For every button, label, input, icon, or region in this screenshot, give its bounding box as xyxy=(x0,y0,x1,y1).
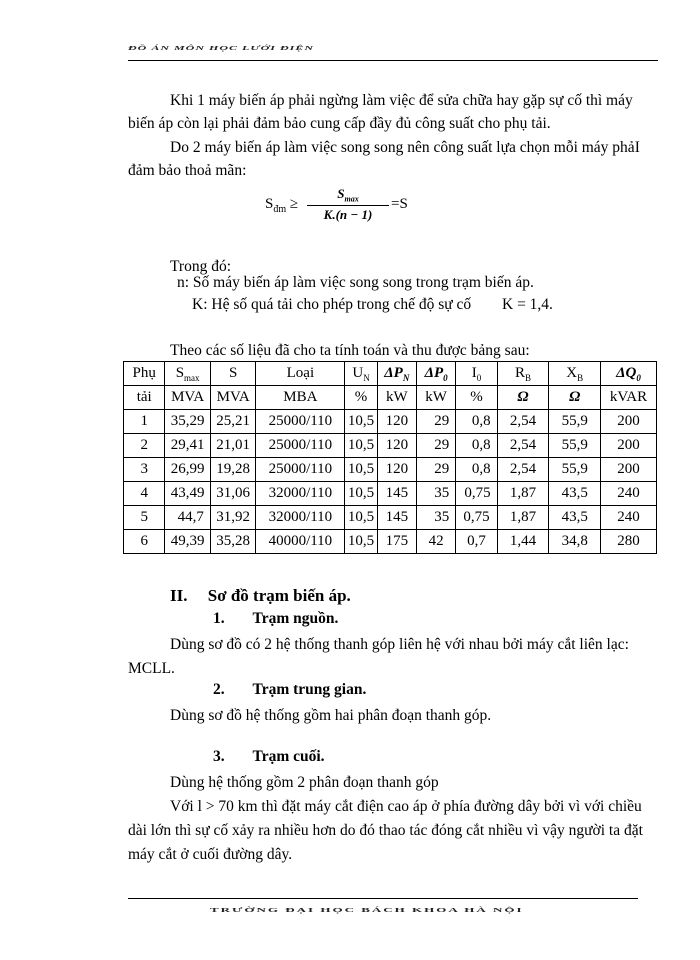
cell: 29 xyxy=(416,458,455,482)
cell: 21,01 xyxy=(210,434,256,458)
cell: 40000/110 xyxy=(256,530,345,554)
cell: 5 xyxy=(124,506,165,530)
intro-p1-line2: biến áp còn lại phải đảm bảo cung cấp đầy đủ công suất cho phụ tải. xyxy=(128,115,551,132)
cell: 25,21 xyxy=(210,410,256,434)
where-k-line: K: Hệ số quá tải cho phép trong chế độ sự cố xyxy=(192,296,472,313)
cell: 145 xyxy=(377,482,416,506)
cell: 29 xyxy=(416,410,455,434)
unit-phu-tai: tải xyxy=(124,386,165,410)
cell: 35 xyxy=(416,506,455,530)
cell: 4 xyxy=(124,482,165,506)
table-row xyxy=(124,410,657,434)
cell: 145 xyxy=(377,506,416,530)
cell: 1,87 xyxy=(497,506,549,530)
cell: 2,54 xyxy=(497,434,549,458)
subsection2-num: 2. xyxy=(213,681,225,698)
section2-heading xyxy=(170,586,351,606)
cell: 35,29 xyxy=(165,410,211,434)
cell: 43,5 xyxy=(549,482,601,506)
header-title: ĐỒ ÁN MÔN HỌC LƯỚI ĐIỆN xyxy=(128,44,314,52)
cell: 26,99 xyxy=(165,458,211,482)
col-phu-tai: Phụ xyxy=(124,362,165,386)
intro-p2-line1: Do 2 máy biến áp làm việc song song nên công suất lựa chọn mỗi máy phảI xyxy=(170,139,640,156)
cell: 29,41 xyxy=(165,434,211,458)
cell: 0,75 xyxy=(456,506,497,530)
unit-un: % xyxy=(345,386,377,410)
cell: 49,39 xyxy=(165,530,211,554)
subsection3-num: 3. xyxy=(213,748,225,765)
cell: 31,92 xyxy=(210,506,256,530)
cell: 120 xyxy=(377,458,416,482)
cell: 240 xyxy=(601,506,657,530)
cell: 3 xyxy=(124,458,165,482)
unit-dq0: kVAR xyxy=(601,386,657,410)
cell: 25000/110 xyxy=(256,434,345,458)
subsection3-text: Dùng hệ thống gồm 2 phân đoạn thanh góp xyxy=(170,774,439,791)
cell: 32000/110 xyxy=(256,506,345,530)
unit-loai: MBA xyxy=(256,386,345,410)
cell: 2 xyxy=(124,434,165,458)
col-dpn: $\Delta P_N$ xyxy=(377,362,416,386)
cell: 200 xyxy=(601,458,657,482)
section2-num: II. xyxy=(170,586,188,605)
formula-lhs: $S_{đm}$ ≥ xyxy=(265,196,299,215)
formula-rhs: =S xyxy=(391,196,408,212)
table-row xyxy=(124,482,657,506)
cell: 0,8 xyxy=(456,458,497,482)
table-row xyxy=(124,458,657,482)
table-row xyxy=(124,506,657,530)
table-row xyxy=(124,530,657,554)
intro-p1-line1: Khi 1 máy biến áp phải ngừng làm việc để sửa chữa hay gặp sự cố thì máy xyxy=(170,92,633,109)
formula-denominator: K.(n − 1) xyxy=(323,207,373,222)
table-row xyxy=(124,434,657,458)
col-rb: $R_B$ xyxy=(497,362,549,386)
cell: 10,5 xyxy=(345,434,377,458)
cell: 10,5 xyxy=(345,410,377,434)
cell: 31,06 xyxy=(210,482,256,506)
cell: 10,5 xyxy=(345,482,377,506)
subsection3-para-line3: máy cắt ở cuối đường dây. xyxy=(128,846,293,863)
page-footer: TRƯỜNG ĐẠI HỌC BÁCH KHOA HÀ NỘI xyxy=(210,906,524,914)
cell: 25000/110 xyxy=(256,410,345,434)
subsection1-heading xyxy=(213,610,338,628)
col-un: $U_N$ xyxy=(345,362,377,386)
cell: 2,54 xyxy=(497,458,549,482)
unit-dpn: kW xyxy=(377,386,416,410)
cell: 10,5 xyxy=(345,506,377,530)
cell: 0,8 xyxy=(456,434,497,458)
cell: 175 xyxy=(377,530,416,554)
cell: 19,28 xyxy=(210,458,256,482)
cell: 200 xyxy=(601,434,657,458)
cell: 35,28 xyxy=(210,530,256,554)
col-loai: Loại xyxy=(256,362,345,386)
col-dp0: $\Delta P_0$ xyxy=(416,362,455,386)
unit-dp0: kW xyxy=(416,386,455,410)
footer-divider xyxy=(128,898,638,899)
cell: 0,7 xyxy=(456,530,497,554)
col-smax: $S_{max}$ xyxy=(165,362,211,386)
where-n-line: n: Số máy biến áp làm việc song song trong trạm biến áp. xyxy=(177,274,534,291)
col-s: S xyxy=(210,362,256,386)
unit-smax: MVA xyxy=(165,386,211,410)
where-title: Trong đó: xyxy=(170,258,232,275)
intro-p2-line2: đảm bảo thoả mãn: xyxy=(128,162,247,179)
cell: 32000/110 xyxy=(256,482,345,506)
col-dq0: $\Delta Q_0$ xyxy=(601,362,657,386)
where-k-value: K = 1,4. xyxy=(502,296,553,313)
cell: 44,7 xyxy=(165,506,211,530)
cell: 2,54 xyxy=(497,410,549,434)
subsection3-para-line1: Với l > 70 km thì đặt máy cắt điện cao áp ở phía đường dây bởi vì với chiều xyxy=(170,798,642,815)
cell: 1,44 xyxy=(497,530,549,554)
fraction-bar xyxy=(307,205,389,206)
cell: 43,5 xyxy=(549,506,601,530)
subsection3-title: Trạm cuối. xyxy=(252,748,325,765)
cell: 25000/110 xyxy=(256,458,345,482)
section2-title: Sơ đồ trạm biến áp. xyxy=(207,586,351,605)
cell: 55,9 xyxy=(549,410,601,434)
cell: 240 xyxy=(601,482,657,506)
cell: 6 xyxy=(124,530,165,554)
cell: 42 xyxy=(416,530,455,554)
cell: 10,5 xyxy=(345,458,377,482)
subsection2-heading xyxy=(213,681,366,699)
formula-numerator: $S_{max}$ xyxy=(337,186,359,204)
header-row-units xyxy=(124,386,657,410)
cell: 10,5 xyxy=(345,530,377,554)
unit-s: MVA xyxy=(210,386,256,410)
unit-i0: % xyxy=(456,386,497,410)
col-i0: $I_0$ xyxy=(456,362,497,386)
cell: 43,49 xyxy=(165,482,211,506)
col-xb: $X_B$ xyxy=(549,362,601,386)
formula-fraction xyxy=(305,186,391,223)
page-header xyxy=(128,40,658,61)
subsection2-text: Dùng sơ đồ hệ thống gồm hai phân đoạn thanh góp. xyxy=(170,707,492,724)
cell: 55,9 xyxy=(549,458,601,482)
unit-rb: Ω xyxy=(497,386,549,410)
cell: 1,87 xyxy=(497,482,549,506)
cell: 35 xyxy=(416,482,455,506)
subsection1-text-line1: Dùng sơ đồ có 2 hệ thống thanh góp liên hệ với nhau bởi máy cắt liên lạc: xyxy=(170,636,629,653)
cell: 34,8 xyxy=(549,530,601,554)
transformer-table xyxy=(123,361,657,554)
subsection3-heading xyxy=(213,748,325,766)
cell: 200 xyxy=(601,410,657,434)
cell: 29 xyxy=(416,434,455,458)
cell: 120 xyxy=(377,434,416,458)
cell: 0,75 xyxy=(456,482,497,506)
cell: 55,9 xyxy=(549,434,601,458)
subsection1-text-line2: MCLL. xyxy=(128,660,175,677)
cell: 280 xyxy=(601,530,657,554)
cell: 1 xyxy=(124,410,165,434)
header-row-top xyxy=(124,362,657,386)
unit-xb: Ω xyxy=(549,386,601,410)
subsection1-num: 1. xyxy=(213,610,225,627)
table-intro: Theo các số liệu đã cho ta tính toán và thu được bảng sau: xyxy=(170,342,530,359)
subsection1-title: Trạm nguồn. xyxy=(252,610,339,627)
cell: 0,8 xyxy=(456,410,497,434)
cell: 120 xyxy=(377,410,416,434)
subsection3-para-line2: dài lớn thì sự cố xảy ra nhiều hơn do đó thao tác đóng cắt nhiều vì vậy người ta đặt xyxy=(128,822,643,839)
subsection2-title: Trạm trung gian. xyxy=(252,681,367,698)
